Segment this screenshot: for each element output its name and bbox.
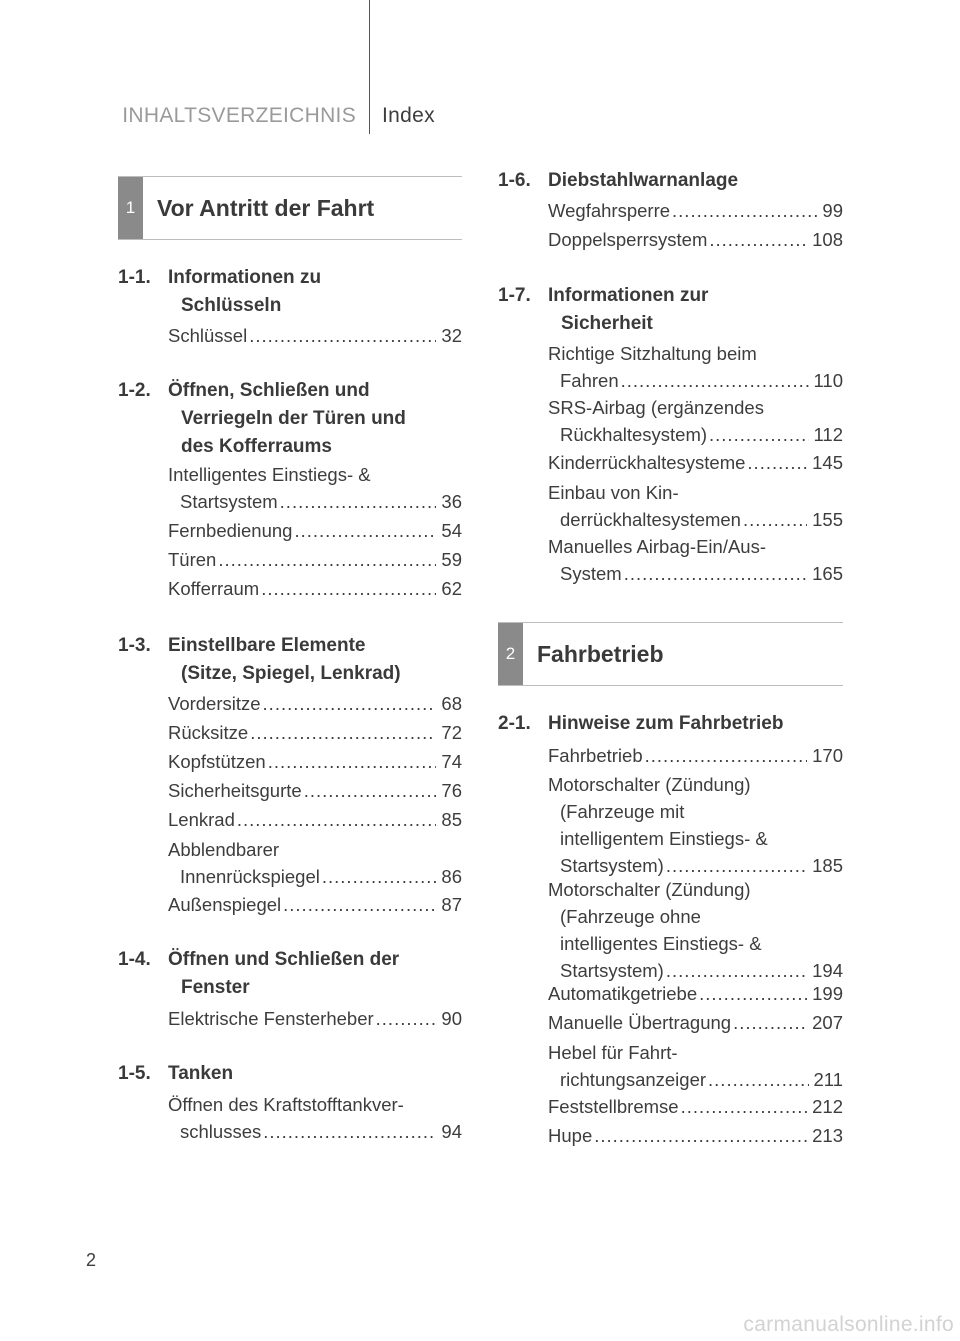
page-ref: 213 (812, 1125, 843, 1146)
page-ref: 59 (441, 549, 462, 570)
section-title: Einstellbare Elemente (Sitze, Spiegel, Lenkrad) (168, 635, 401, 684)
page-ref: 212 (812, 1096, 843, 1117)
section-number: 2-1. (498, 713, 531, 734)
section-number: 1-3. (118, 635, 151, 656)
page-ref: 99 (822, 200, 843, 221)
page-ref: 74 (441, 751, 462, 772)
page-ref: 32 (441, 325, 462, 346)
header-toc-label[interactable]: INHALTSVERZEICHNIS (122, 104, 356, 127)
page-ref: 76 (441, 780, 462, 801)
page-ref: 207 (812, 1012, 843, 1033)
toc-entry[interactable]: Öffnen des Kraftstofftankver- schlusses ..... 94 (168, 1091, 462, 1145)
toc-entry[interactable]: Motorschalter (Zündung) (Fahrzeuge ohne intelligentes Einstiegs- & Startsystem) ..... 194 (548, 876, 843, 984)
page-ref: 211 (813, 1069, 843, 1090)
toc-entry[interactable]: Rücksitze ..... 72 (168, 719, 462, 746)
toc-entry[interactable]: Doppelsperrsystem ..... 108 (548, 226, 843, 253)
toc-entry[interactable]: Lenkrad ..... 85 (168, 806, 462, 833)
page-ref: 54 (441, 520, 462, 541)
toc-entry[interactable]: Hupe ..... 213 (548, 1122, 843, 1149)
section-number: 1-6. (498, 170, 531, 191)
page-ref: 68 (441, 693, 462, 714)
section-title: Informationen zu Schlüsseln (168, 267, 322, 316)
toc-entry[interactable]: Abblendbarer Innenrückspiegel ..... 86 (168, 836, 462, 890)
toc-entry[interactable]: Feststellbremse ..... 212 (548, 1093, 843, 1120)
toc-entry[interactable]: Automatikgetriebe ..... 199 (548, 980, 843, 1007)
section-title: Öffnen und Schließen der Fenster (168, 949, 400, 998)
toc-entry[interactable]: Manuelles Airbag-Ein/Aus- System ..... 165 (548, 533, 843, 587)
chapter-header[interactable] (118, 176, 462, 240)
toc-entry[interactable]: Einbau von Kin- derrückhaltesystemen ..... 155 (548, 479, 843, 533)
header-divider (369, 0, 370, 134)
toc-entry[interactable]: Richtige Sitzhaltung beim Fahren ..... 110 (548, 340, 843, 394)
page-ref: 112 (813, 424, 843, 445)
page-ref: 194 (812, 960, 843, 981)
page-ref: 185 (812, 855, 843, 876)
toc-entry[interactable]: Sicherheitsgurte ..... 76 (168, 777, 462, 804)
chapter-title: Vor Antritt der Fahrt (157, 194, 375, 221)
page-ref: 90 (441, 1008, 462, 1029)
toc-entry[interactable]: Schlüssel ..... 32 (168, 322, 462, 349)
page-ref: 145 (812, 452, 843, 473)
page-ref: 85 (441, 809, 462, 830)
section-number: 1-5. (118, 1063, 151, 1084)
section-title: Tanken (168, 1063, 234, 1084)
toc-entry[interactable]: Fahrbetrieb ..... 170 (548, 742, 843, 769)
toc-entry[interactable]: Elektrische Fensterheber ..... 90 (168, 1005, 462, 1032)
toc-entry[interactable]: Hebel für Fahrt- richtungsanzeiger ..... 211 (548, 1039, 843, 1093)
page-ref: 62 (441, 578, 462, 599)
chapter-title: Fahrbetrieb (537, 640, 664, 667)
page-ref: 87 (441, 894, 462, 915)
page-ref: 72 (441, 722, 462, 743)
toc-entry[interactable]: Wegfahrsperre ..... 99 (548, 197, 843, 224)
section-number: 1-2. (118, 380, 151, 401)
page-ref: 36 (441, 491, 462, 512)
section-title: Hinweise zum Fahrbetrieb (548, 713, 784, 734)
toc-entry[interactable]: Kofferraum ..... 62 (168, 575, 462, 602)
page-ref: 110 (813, 370, 843, 391)
watermark: carmanualsonline.info (743, 1313, 954, 1336)
chapter-number: 2 (498, 623, 523, 685)
toc-entry[interactable]: Vordersitze ..... 68 (168, 690, 462, 717)
section-number: 1-1. (118, 267, 151, 288)
toc-entry[interactable]: Türen ..... 59 (168, 546, 462, 573)
header-index-label[interactable]: Index (382, 104, 435, 127)
section-number: 1-7. (498, 285, 531, 306)
page-ref: 165 (812, 563, 843, 584)
toc-entry[interactable]: Fernbedienung ..... 54 (168, 517, 462, 544)
section-title: Öffnen, Schließen und Verriegeln der Türen und des Kofferraums (168, 380, 406, 457)
toc-entry[interactable]: Außenspiegel ..... 87 (168, 891, 462, 918)
toc-entry[interactable]: Manuelle Übertragung ..... 207 (548, 1009, 843, 1036)
page-number: 2 (86, 1250, 97, 1270)
page-ref: 155 (812, 509, 843, 530)
page-ref: 170 (812, 745, 843, 766)
toc-entry[interactable]: Motorschalter (Zündung) (Fahrzeuge mit intelligentem Einstiegs- & Startsystem) ..... 185 (548, 771, 843, 879)
toc-entry[interactable]: Kopfstützen ..... 74 (168, 748, 462, 775)
section-title: Diebstahlwarnanlage (548, 170, 739, 191)
section-number: 1-4. (118, 949, 151, 970)
toc-entry[interactable]: Kinderrückhaltesysteme ..... 145 (548, 449, 843, 476)
chapter-header[interactable] (498, 622, 843, 686)
page-ref: 94 (441, 1121, 462, 1142)
chapter-number: 1 (118, 177, 143, 239)
page-ref: 199 (812, 983, 843, 1004)
page-ref: 86 (441, 866, 462, 887)
toc-entry[interactable]: SRS-Airbag (ergänzendes Rückhaltesystem) ..... 112 (548, 394, 843, 448)
toc-entry[interactable]: Intelligentes Einstiegs- & Startsystem ..... 36 (168, 461, 462, 515)
section-title: Informationen zur Sicherheit (548, 285, 709, 334)
page-ref: 108 (812, 229, 843, 250)
